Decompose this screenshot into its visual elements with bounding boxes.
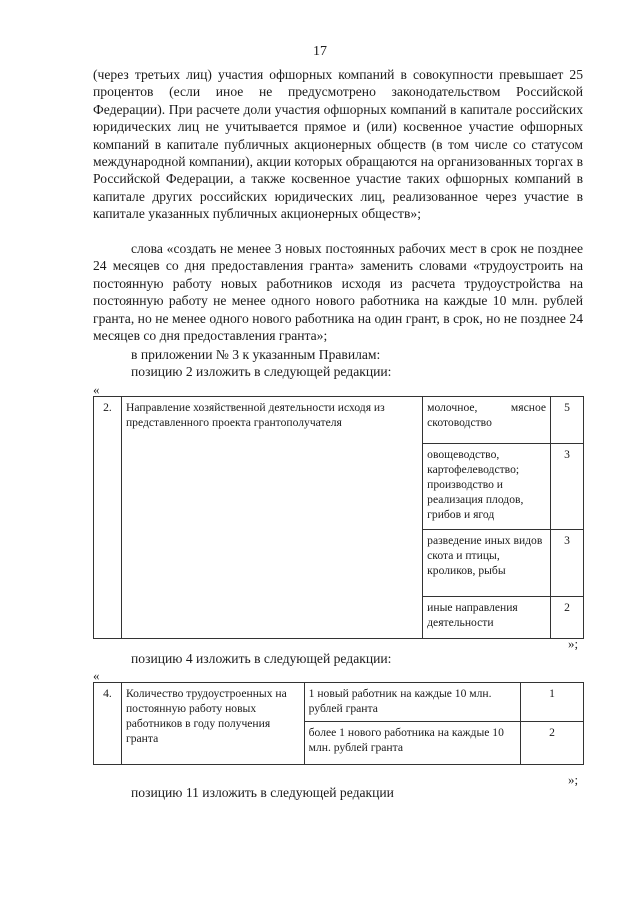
table-row [94,683,584,722]
score-cell: 2 [521,722,584,765]
score-cell: 3 [551,530,584,597]
score-cell: 5 [551,397,584,444]
score-cell: 3 [551,444,584,530]
open-quote-2: « [93,668,100,683]
option-cell: 1 новый работник на каждые 10 млн. рублей гранта [304,683,520,722]
paragraph-offshore: (через третьих лиц) участия офшорных компаний в совокупности превышает 25 процентов (если иное не предусмотрено законодательством Российской Федерации). При расчете доли участия офшорных компаний в капитале российских юридических лиц не учитывается прямое и (или) косвенное участие офшорных компаний в капитале публичных акционерных обществ (в том числе со статусом международной компании), акции которых обращаются на организованных торгах в Российской Федерации, а также косвенное участие таких офшорных компаний в капитале других российских юридических лиц, реализованное через участие в капитале указанных публичных акционерных обществ»; [93,67,583,222]
score-cell: 2 [551,597,584,639]
page-number: 17 [313,44,327,59]
line-position-2: позицию 2 изложить в следующей редакции: [131,364,392,379]
option-cell: овощеводство, картофелеводство; производство и реализация плодов, грибов и ягод [423,444,551,530]
close-quote-1: »; [568,636,579,651]
score-cell: 1 [521,683,584,722]
close-quote-2: »; [568,772,579,787]
option-cell: иные направления деятельности [423,597,551,639]
line-annex-3: в приложении № 3 к указанным Правилам: [131,347,381,362]
table-position-2 [93,396,584,639]
option-cell: более 1 нового работника на каждые 10 млн. рублей гранта [304,722,520,765]
paragraph-replace-words: слова «создать не менее 3 новых постоянных рабочих мест в срок не позднее 24 месяцев со дня предоставления гранта» заменить словами «трудоустроить на постоянную работу новых работников исходя из расчета трудоустройства на постоянную работу не менее одного нового работника на каждые 10 млн. рублей гранта, но не менее одного нового работника на один грант, в срок, но не позднее 24 месяцев со дня предоставления гранта»; [93,241,583,344]
option-cell: разведение иных видов скота и птицы, кроликов, рыбы [423,530,551,597]
line-position-4: позицию 4 изложить в следующей редакции: [131,651,392,666]
criterion-cell: Количество трудоустроенных на постоянную работу новых работников в году получения гранта [121,683,304,765]
line-position-11: позицию 11 изложить в следующей редакции [131,785,394,800]
open-quote-1: « [93,382,100,397]
row-number: 2. [94,397,122,639]
criterion-cell: Направление хозяйственной деятельности исходя из представленного проекта грантополучателя [121,397,422,639]
table-row [94,397,584,444]
table-position-4 [93,682,584,765]
option-cell: молочное, мясное скотоводство [423,397,551,444]
row-number: 4. [94,683,122,765]
